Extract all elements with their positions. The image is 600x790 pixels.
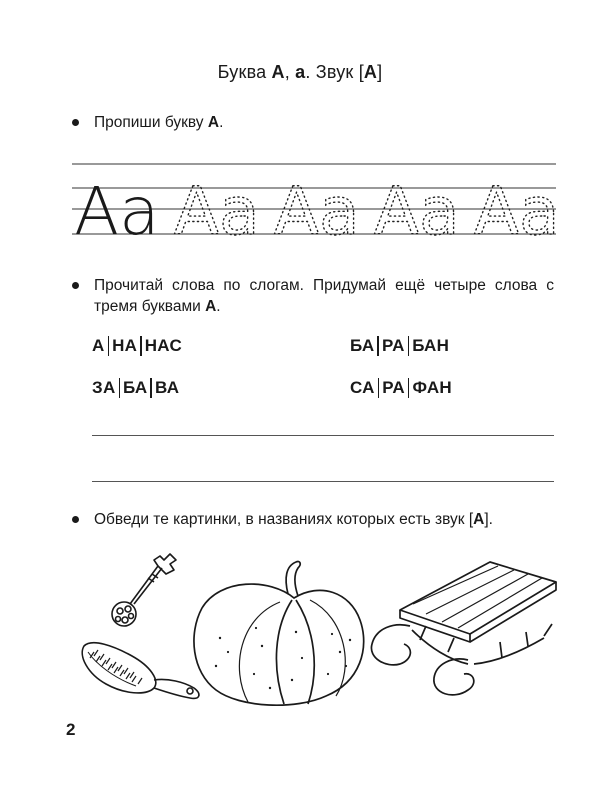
word-syllables: СА РА ФАН <box>350 378 453 397</box>
bullet-icon <box>72 119 79 126</box>
page-title: Буква А, а. Звук [А] <box>217 62 383 82</box>
sled-icon[interactable] <box>371 562 556 695</box>
task-copy-letter: Пропиши букву А. <box>72 112 554 133</box>
bullet-icon <box>72 516 79 523</box>
writing-line[interactable] <box>92 481 554 482</box>
word-syllables: ЗА БА ВА <box>92 378 180 397</box>
sample-letters: Аа <box>74 173 160 238</box>
trace-letters: Аа <box>274 173 360 238</box>
word-syllables: А НА НАС <box>92 336 183 355</box>
bullet-icon <box>72 282 79 289</box>
trace-letters: Аа <box>374 173 460 238</box>
brush-icon[interactable] <box>82 643 199 699</box>
trace-letters: Аа <box>474 173 560 238</box>
pumpkin-icon[interactable] <box>194 561 364 705</box>
pictures-row <box>70 548 560 713</box>
word-syllables: БА РА БАН <box>350 336 450 355</box>
writing-line[interactable] <box>92 435 554 436</box>
task-read-words: Прочитай слова по слогам. Придумай ещё четыре слова с тремя буквами А. <box>72 275 554 317</box>
trace-letters: Аа <box>174 173 260 238</box>
key-icon[interactable] <box>112 554 176 626</box>
page-number: 2 <box>66 720 76 739</box>
copybook-lines[interactable] <box>72 158 562 238</box>
task-circle-pictures: Обведи те картинки, в названиях которых есть звук [А]. <box>72 509 554 530</box>
